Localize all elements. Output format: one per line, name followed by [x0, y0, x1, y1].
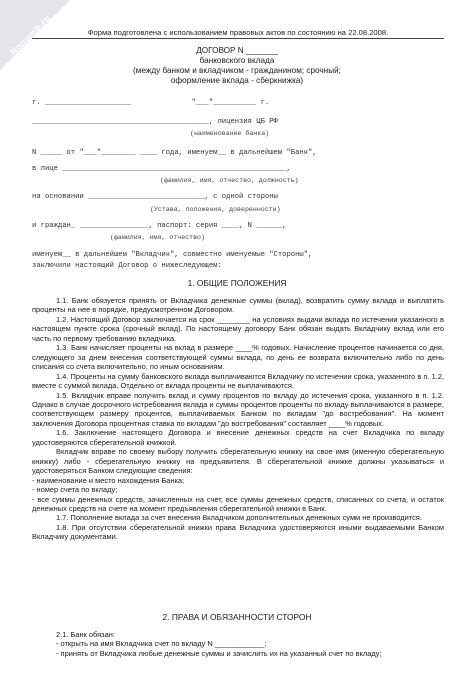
- paragraph-1-6-choice: Вкладчик вправе по своему выбору получить сберегательную книжку на свое имя (именную сберегательную книжку) либо - сберегательную книжку на предъявителя. В сберегательной книжке должны указываться и удостоверяться Банком следующие сведения:: [32, 447, 444, 476]
- section-2-heading: 2. ПРАВА И ОБЯЗАННОСТИ СТОРОН: [162, 612, 312, 622]
- form-concluded-line: заключили настоящий Договор о нижеследующем:: [32, 262, 222, 270]
- paragraph-1-1: 1.1. Банк обязуется принять от Вкладчика денежные суммы (вклад), возвратить сумму вклада и выплатить проценты на нее в порядке, предусмотренном Договором.: [32, 296, 444, 315]
- form-city-date: г. ____________________ "___"__________ г.: [32, 99, 270, 107]
- paragraph-1-4: 1.4. Проценты на сумму банковского вклада выплачиваются Вкладчику по истечении срока, указанного в п. 1.2, вместе с суммой вклада. Отдельно от вклада проценты не выплачиваются.: [32, 371, 444, 391]
- watermark-text: Nonumb.ru: [8, 12, 53, 58]
- list-item-bank-name: - наименование и место нахождения Банка;: [32, 475, 185, 485]
- list-item-accept-funds: - принять от Вкладчика любые денежные суммы и зачислить их на указанный счет по вкладу;: [56, 648, 382, 658]
- form-face-caption: (фамилия, имя, отчество, должность): [160, 177, 299, 184]
- paragraph-1-5: 1.5. Вкладчик вправе получить вклад и сумму процентов по вкладу до истечения срока, указанного в п. 1.2. Однако в случае досрочного истребования вклада и суммы процентов проценты по вкладу выплачиваются в размере, соответствующем размеру процентов, выплачиваемых Банком по вкладам "до востребования". На момент заключения Договора процентная ставка по вкладам "до востребования" составляет ____% годовых.: [32, 390, 444, 428]
- paragraph-1-2: 1.2. Настоящий Договор заключается на срок ________ на условиях выдачи вклада по истечении указанного в настоящем пункте срока (срочный вклад). По настоящему договору Банк обязан выдать Вкладчику вклад или его часть по первому требованию вкладчика.: [32, 314, 444, 343]
- contract-parties-note: (между банком и вкладчиком - гражданином; срочный;: [133, 66, 341, 75]
- contract-title: ДОГОВОР N _______: [196, 46, 278, 55]
- form-header-note: Форма подготовлена с использованием правовых актов по состоянию на 22.08.2008.: [87, 28, 389, 37]
- form-basis-line: на основании ___________________________, с одной стороны: [32, 193, 278, 201]
- form-bank-caption: (наименование банка): [190, 130, 270, 137]
- paragraph-1-3: 1.3. Банк начисляет проценты на вклад в размере ____% годовых. Начисление процентов начинается со дня, следующего за днем внесения соответствующей суммы вклада, по день ее возврата включительно либо по день списания со счета включительно, по иным основаниям.: [32, 343, 444, 372]
- list-item-sums: - все суммы денежных средств, зачисленных на счет, все суммы денежных средств, списанных со счета, и остаток денежных средств на счете на момент предъявления сберегательной книжки в Банк.: [32, 494, 444, 513]
- section-1-body: [32, 296, 444, 542]
- paragraph-1-8: 1.8. При отсутствии сберегательной книжки права Вкладчика удостоверяются иными выдаваемыми Банком Вкладчику документами.: [32, 522, 444, 542]
- form-face-line: в лице ____________________________________________________,: [32, 165, 291, 173]
- header-divider: [32, 38, 444, 39]
- contract-subtitle: банковского вклада: [199, 56, 275, 65]
- form-license-line: N _____ от "___"________ ____ года, именуем__ в дальнейшем "Банк",: [32, 149, 317, 157]
- paragraph-1-6: 1.6. Заключение настоящего Договора и внесение денежных средств на счет Вкладчика по вкладу удостоверяются сберегательной книжкой.: [32, 428, 444, 447]
- paragraph-2-1: 2.1. Банк обязан:: [56, 630, 115, 639]
- form-citizen-line: и граждан_ ________________, паспорт: серия ____, N ______,: [32, 222, 287, 230]
- form-bank-line: _________________________________________, лицензия ЦБ РФ: [32, 118, 278, 126]
- section-2-body: [32, 630, 444, 658]
- paragraph-1-7: 1.7. Пополнение вклада за счет внесения Вкладчиком дополнительных денежных сумм не производится.: [56, 513, 422, 523]
- contract-type-note: оформление вклада - сберкнижка): [170, 76, 304, 85]
- list-item-account-number: - номер счета по вкладу;: [32, 485, 118, 495]
- form-basis-caption: (Устава, положения, доверенности): [150, 206, 281, 213]
- list-item-open-account: - открыть на имя Вкладчика счет по вкладу N ____________;: [56, 639, 267, 649]
- section-1-heading: 1. ОБЩИЕ ПОЛОЖЕНИЯ: [187, 278, 287, 288]
- form-citizen-caption: (фамилия, имя, отчество): [110, 234, 205, 241]
- form-named-line: именуем__ в дальнейшем "Вкладчик", совместно именуемые "Стороны",: [32, 251, 313, 259]
